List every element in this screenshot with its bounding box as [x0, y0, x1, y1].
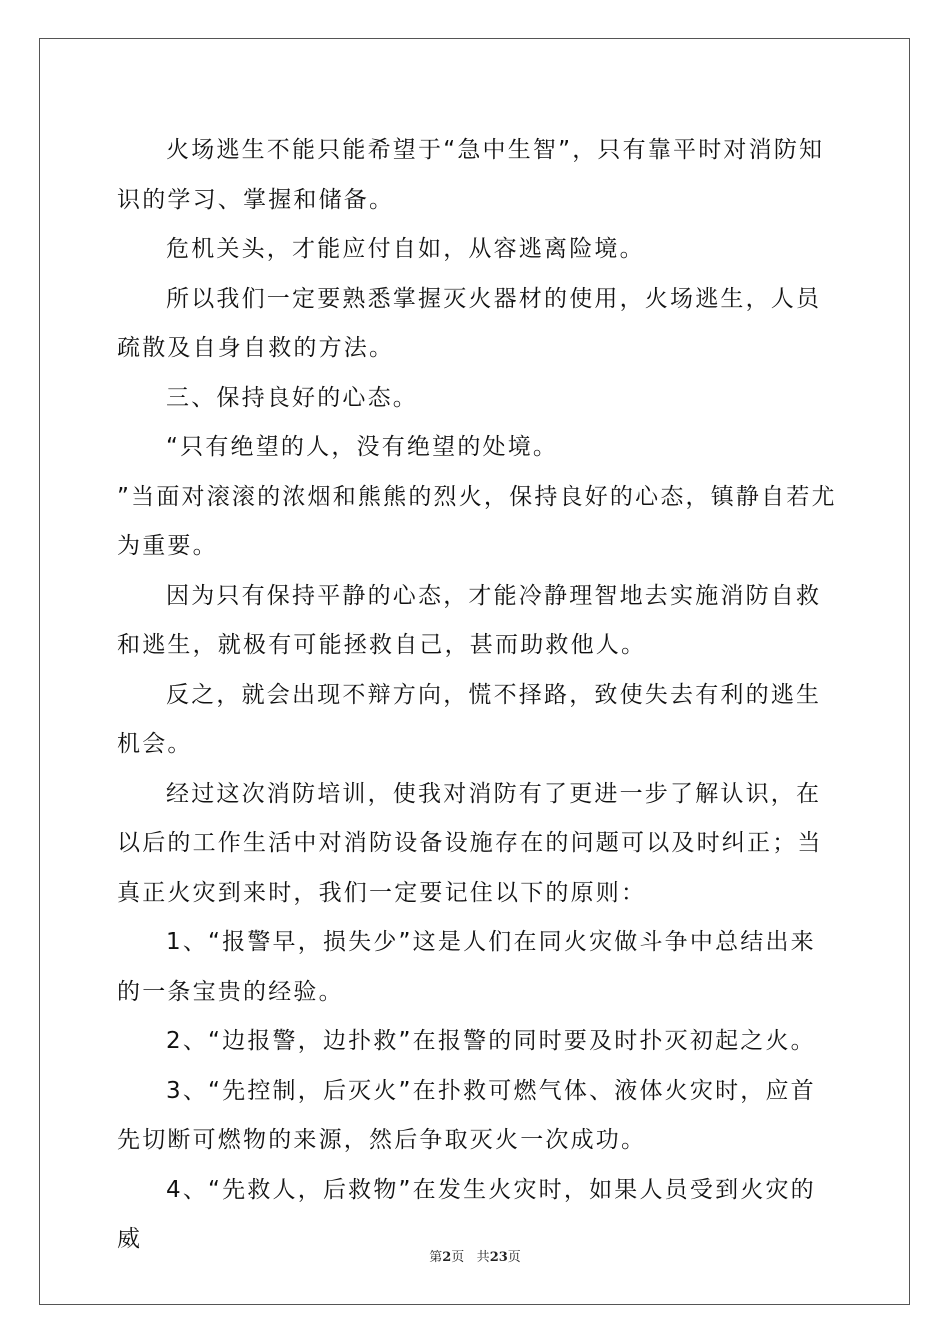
section-heading: 三、保持良好的心态。	[166, 384, 418, 411]
page-current: 2	[442, 1250, 452, 1265]
list-item: 4、“先救人，后救物”在发生火灾时，如果人员受到火灾的威	[117, 1176, 816, 1252]
page-unit: 页	[451, 1250, 465, 1265]
page-footer	[0, 1246, 950, 1265]
paragraph: “只有绝望的人，没有绝望的处境。	[166, 434, 559, 460]
paragraph: 火场逃生不能只能希望于“急中生智”，只有靠平时对消防知识的学习、掌握和储备。	[117, 137, 825, 213]
list-item: 2、“边报警，边扑救”在报警的同时要及时扑灭初起之火。	[166, 1028, 816, 1054]
page-total: 23	[489, 1250, 508, 1265]
paragraph: 反之，就会出现不辩方向，慌不择路，致使失去有利的逃生机会。	[117, 681, 822, 757]
document-body	[117, 126, 837, 1265]
paragraph: 危机关头，才能应付自如，从容逃离险境。	[166, 236, 645, 262]
paragraph: 经过这次消防培训，使我对消防有了更进一步了解认识，在以后的工作生活中对消防设备设施存在的问题可以及时纠正；当真正火灾到来时，我们一定要记住以下的原则：	[117, 780, 823, 906]
total-prefix: 共	[476, 1250, 490, 1265]
paragraph: 所以我们一定要熟悉掌握灭火器材的使用，火场逃生，人员疏散及自身自救的方法。	[117, 285, 822, 361]
paragraph: 因为只有保持平静的心态，才能冷静理智地去实施消防自救和逃生，就极有可能拯救自己，甚而助救他人。	[117, 582, 822, 658]
list-item: 1、“报警早，损失少”这是人们在同火灾做斗争中总结出来的一条宝贵的经验。	[117, 929, 816, 1005]
page-prefix: 第	[429, 1250, 443, 1265]
total-unit: 页	[507, 1250, 521, 1265]
list-item: 3、“先控制，后灭火”在扑救可燃气体、液体火灾时，应首先切断可燃物的来源，然后争取灭火一次成功。	[117, 1077, 816, 1153]
paragraph: ”当面对滚滚的浓烟和熊熊的烈火，保持良好的心态，镇静自若尤为重要。	[117, 483, 837, 559]
